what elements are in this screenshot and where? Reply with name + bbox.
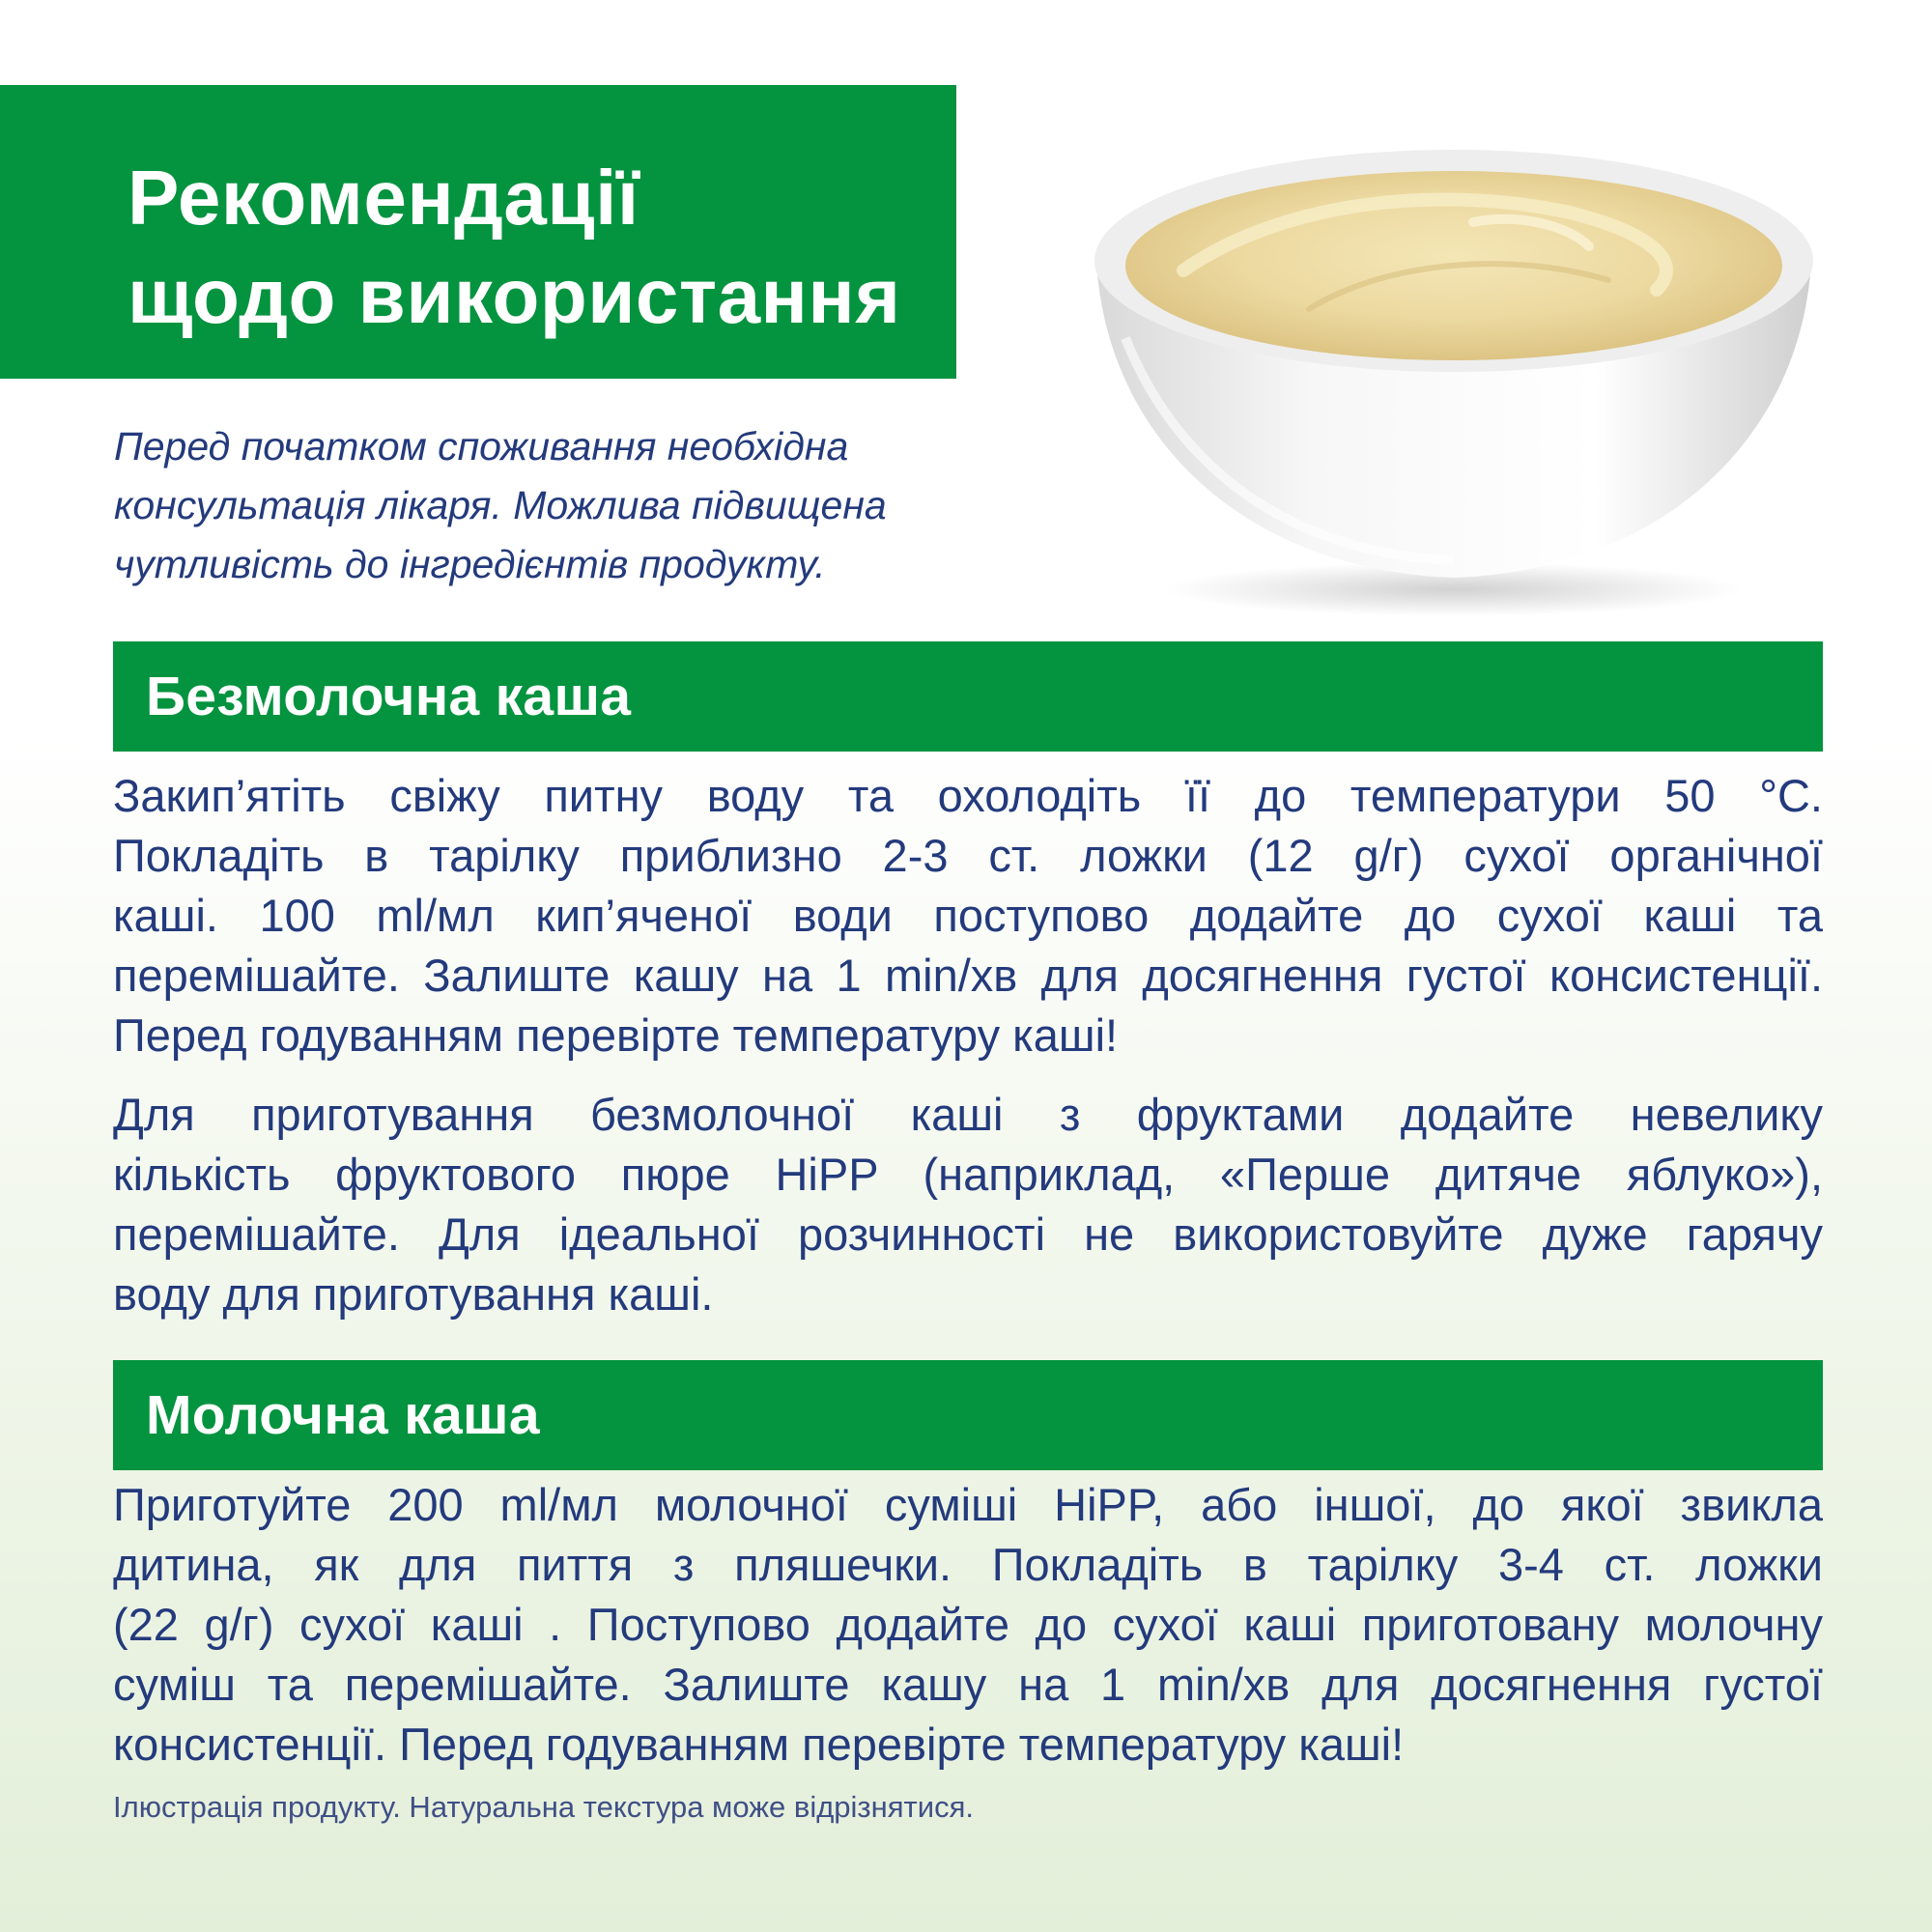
paragraph-line: консистенції. Перед годуванням перевірте температуру каші! bbox=[113, 1719, 1405, 1770]
paragraph-line: Закип’ятіть свіжу питну воду та охолодіть її до температури 50 °C. bbox=[113, 770, 1823, 821]
porridge-bowl-image bbox=[1067, 68, 1840, 618]
milk-porridge-instructions bbox=[113, 1475, 1823, 1775]
section-header-dairy-free bbox=[113, 641, 1823, 752]
paragraph-line: Для приготування безмолочної каші з фруктами додайте невелику bbox=[113, 1089, 1823, 1140]
intro-line: чутливість до інгредієнтів продукту. bbox=[114, 542, 826, 586]
paragraph-line: воду для приготування каші. bbox=[113, 1268, 714, 1320]
dairy-free-instructions bbox=[113, 766, 1823, 1065]
footnote: Ілюстрація продукту. Натуральна текстура може відрізнятися. bbox=[113, 1790, 974, 1824]
paragraph-line: каші. 100 ml/мл кип’яченої води поступово додайте до сухої каші та bbox=[113, 890, 1823, 941]
intro-line: Перед початком споживання необхідна bbox=[114, 424, 849, 469]
title-banner bbox=[0, 85, 956, 379]
paragraph-line: дитина, як для пиття з пляшечки. Покладіть в тарілку 3-4 ст. ложки bbox=[113, 1539, 1823, 1590]
paragraph-line: Перед годуванням перевірте температуру каші! bbox=[113, 1009, 1119, 1061]
paragraph-line: перемішайте. Для ідеальної розчинності не використовуйте дуже гарячу bbox=[113, 1208, 1823, 1260]
page-title-line-1: Рекомендації bbox=[128, 155, 639, 241]
page-title-line-2: щодо використання bbox=[128, 253, 901, 339]
dairy-free-fruit-tips bbox=[113, 1085, 1823, 1324]
paragraph-line: суміш та перемішайте. Залиште кашу на 1 min/хв для досягнення густої bbox=[113, 1659, 1823, 1710]
section-title: Безмолочна каша bbox=[146, 666, 632, 727]
paragraph-line: (22 g/г) сухої каші . Поступово додайте до сухої каші приготовану молочну bbox=[113, 1599, 1823, 1650]
paragraph-line: кількість фруктового пюре HiPP (наприклад, «Перше дитяче яблуко»), bbox=[113, 1149, 1823, 1200]
paragraph-line: перемішайте. Залиште кашу на 1 min/хв для досягнення густої консистенції. bbox=[113, 950, 1823, 1001]
intro-line: консультація лікаря. Можлива підвищена bbox=[114, 483, 887, 527]
section-header-milk bbox=[113, 1360, 1823, 1470]
paragraph-line: Приготуйте 200 ml/мл молочної суміші HiPP, або іншої, до якої звикла bbox=[113, 1479, 1823, 1530]
section-title: Молочна каша bbox=[146, 1384, 540, 1446]
intro-warning bbox=[114, 417, 983, 594]
paragraph-line: Покладіть в тарілку приблизно 2-3 ст. ложки (12 g/г) сухої органічної bbox=[113, 830, 1823, 881]
